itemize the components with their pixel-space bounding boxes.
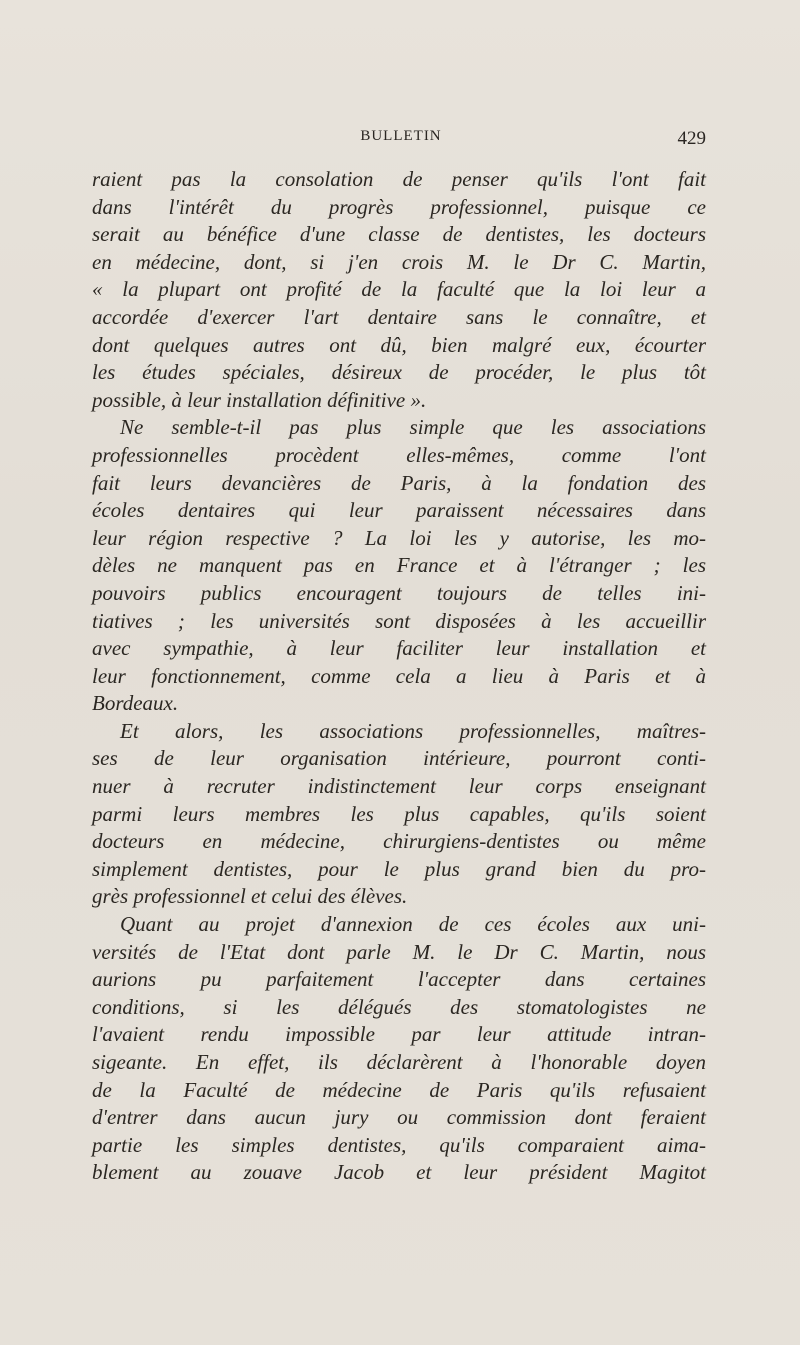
- text-line: raient pas la consolation de penser qu'ils l'ont fait: [92, 167, 706, 191]
- text-line: Ne semble-t-il pas plus simple que les associations: [120, 415, 706, 440]
- text-line: Bordeaux.: [92, 691, 179, 716]
- page-number: 429: [677, 128, 706, 149]
- text-line: possible, à leur installation définitive ».: [92, 387, 427, 412]
- text-line: leur fonctionnement, comme cela a lieu à Paris et à: [92, 663, 706, 688]
- text-line: « la plupart ont profité de la faculté que la loi leur a: [92, 277, 706, 302]
- text-line: aurions pu parfaitement l'accepter dans certaines: [92, 967, 706, 992]
- text-line: tiatives ; les universités sont disposées à les accueillir: [92, 608, 706, 633]
- text-line: ses de leur organisation intérieure, pourront conti-: [92, 746, 706, 771]
- text-line: simplement dentistes, pour le plus grand bien du pro-: [92, 856, 706, 881]
- text-line: blement au zouave Jacob et leur président Magitot: [92, 1160, 706, 1185]
- text-line: sigeante. En effet, ils déclarèrent à l'honorable doyen: [92, 1050, 706, 1074]
- text-line: l'avaient rendu impossible par leur attitude intran-: [92, 1022, 706, 1047]
- text-line: grès professionnel et celui des élèves.: [92, 884, 408, 909]
- text-line: fait leurs devancières de Paris, à la fondation des: [92, 470, 706, 495]
- text-line: avec sympathie, à leur faciliter leur installation et: [92, 636, 706, 661]
- text-line: les études spéciales, désireux de procéder, le plus tôt: [92, 360, 706, 385]
- text-line: dans l'intérêt du progrès professionnel, puisque ce: [92, 194, 706, 219]
- text-line: Quant au projet d'annexion de ces écoles aux uni-: [120, 912, 706, 937]
- text-line: versités de l'Etat dont parle M. le Dr C. Martin, nous: [92, 939, 706, 964]
- text-line: leur région respective ? La loi les y autorise, les mo-: [92, 525, 706, 550]
- text-line: docteurs en médecine, chirurgiens-dentistes ou même: [92, 829, 706, 854]
- text-line: d'entrer dans aucun jury ou commission dont feraient: [92, 1105, 706, 1130]
- running-title: BULLETIN: [360, 128, 442, 144]
- text-line: dèles ne manquent pas en France et à l'étranger ; les: [92, 553, 706, 578]
- text-line: professionnelles procèdent elles-mêmes, comme l'ont: [92, 442, 706, 467]
- text-line: nuer à recruter indistinctement leur corps enseignant: [92, 774, 706, 799]
- text-line: accordée d'exercer l'art dentaire sans le connaître, et: [92, 304, 706, 329]
- text-line: partie les simples dentistes, qu'ils comparaient aima-: [92, 1132, 706, 1157]
- text-line: pouvoirs publics encouragent toujours de telles ini-: [92, 580, 706, 605]
- text-line: serait au bénéfice d'une classe de dentistes, les docteurs: [92, 222, 706, 247]
- text-line: en médecine, dont, si j'en crois M. le Dr C. Martin,: [92, 249, 706, 274]
- text-line: Et alors, les associations professionnelles, maîtres-: [120, 718, 706, 743]
- body-text: [92, 166, 706, 1187]
- page-header: [96, 128, 706, 152]
- text-line: de la Faculté de médecine de Paris qu'ils refusaient: [92, 1077, 706, 1102]
- text-line: conditions, si les délégués des stomatologistes ne: [92, 994, 706, 1019]
- text-line: écoles dentaires qui leur paraissent nécessaires dans: [92, 498, 706, 523]
- text-line: dont quelques autres ont dû, bien malgré eux, écourter: [92, 332, 706, 357]
- text-line: parmi leurs membres les plus capables, qu'ils soient: [92, 801, 706, 826]
